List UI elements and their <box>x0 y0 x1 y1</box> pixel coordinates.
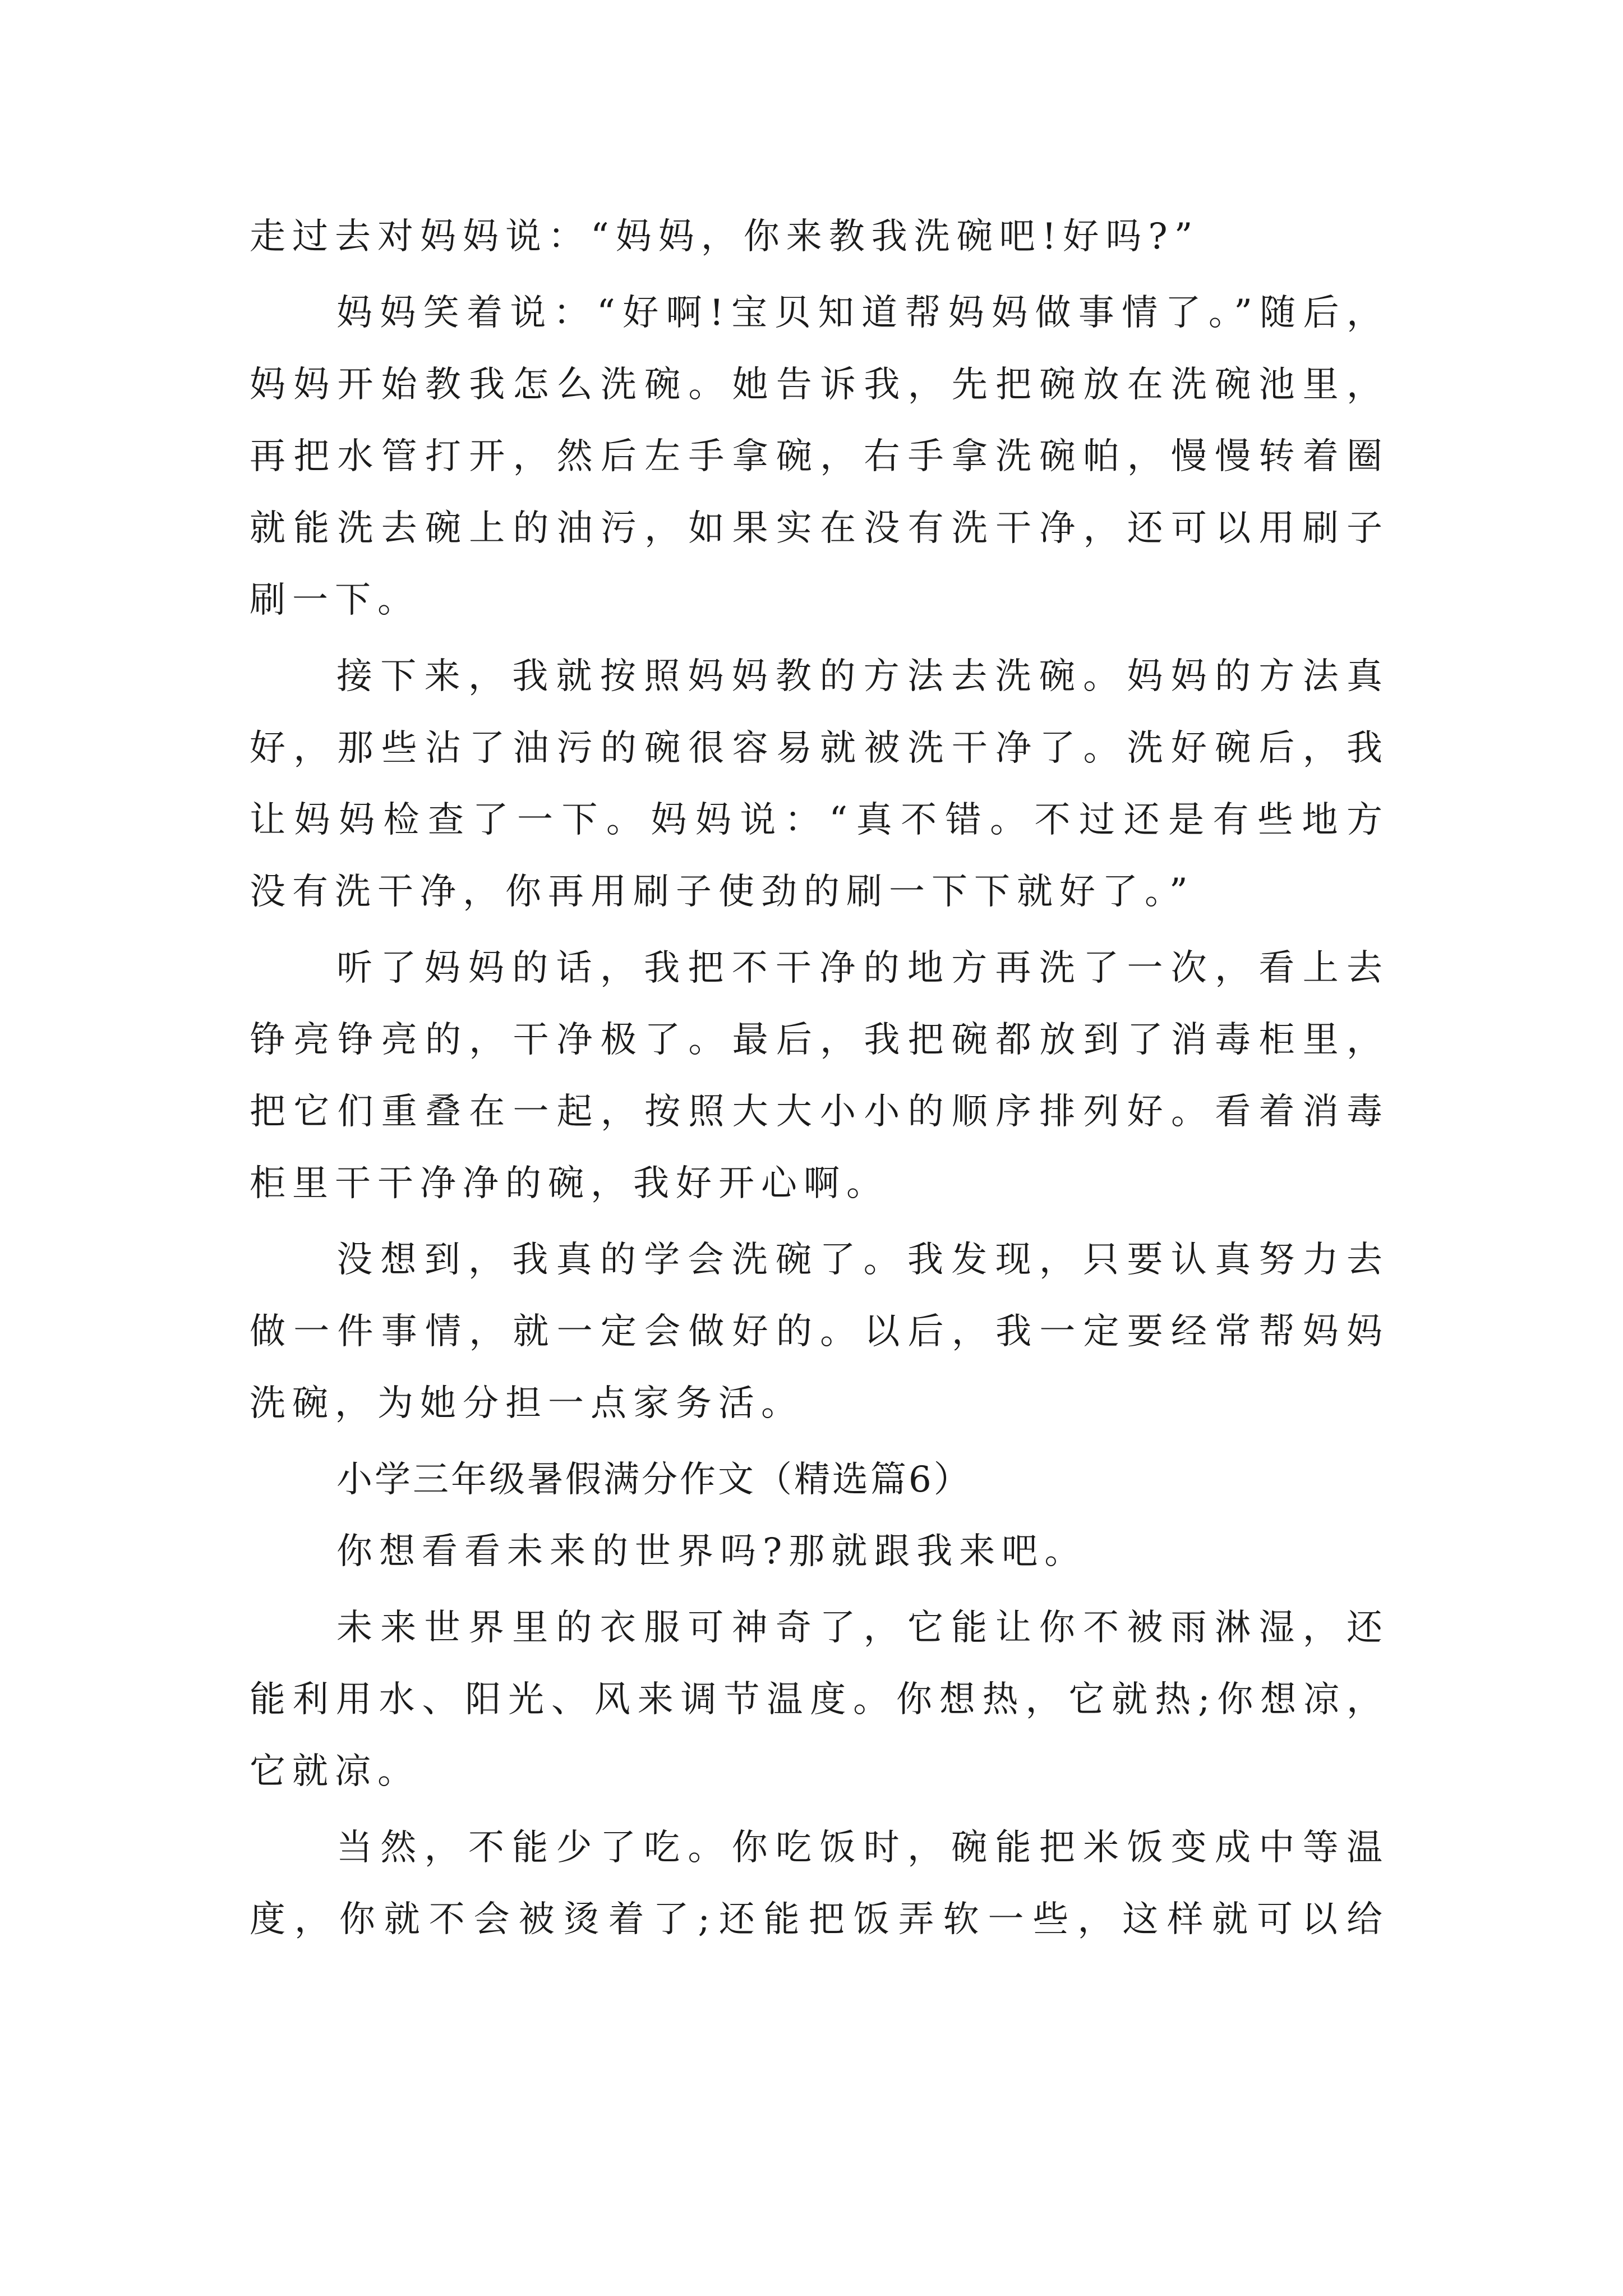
text-line: 接下来，我就按照妈妈教的方法去洗碗。妈妈的方法真 <box>336 656 1382 697</box>
text-line: 让妈妈检查了一下。妈妈说：“真不错。不过还是有些地方 <box>250 799 1382 841</box>
text-line: 当然，不能少了吃。你吃饭时，碗能把米饭变成中等温 <box>336 1827 1382 1869</box>
text-line: 把它们重叠在一起，按照大大小小的顺序排列好。看着消毒 <box>250 1091 1382 1133</box>
text-line: 洗碗，为她分担一点家务活。 <box>250 1383 804 1424</box>
text-line: 好，那些沾了油污的碗很容易就被洗干净了。洗好碗后，我 <box>250 728 1382 769</box>
text-line: 能利用水、阳光、风来调节温度。你想热，它就热;你想凉， <box>250 1679 1382 1720</box>
text-line: 听了妈妈的话，我把不干净的地方再洗了一次，看上去 <box>336 947 1382 989</box>
text-line: 它就凉。 <box>250 1751 420 1792</box>
text-line: 度，你就不会被烫着了;还能把饭弄软一些，这样就可以给 <box>250 1899 1382 1940</box>
text-line: 做一件事情，就一定会做好的。以后，我一定要经常帮妈妈 <box>250 1311 1382 1352</box>
text-line: 就能洗去碗上的油污，如果实在没有洗干净，还可以用刷子 <box>250 508 1382 549</box>
text-line: 没想到，我真的学会洗碗了。我发现，只要认真努力去 <box>336 1239 1382 1281</box>
text-line: 刷一下。 <box>250 579 420 621</box>
text-line: 走过去对妈妈说：“妈妈，你来教我洗碗吧!好吗?” <box>250 216 1200 257</box>
section-heading: 小学三年级暑假满分作文（精选篇6） <box>336 1459 972 1501</box>
text-line: 没有洗干净，你再用刷子使劲的刷一下下就好了。” <box>250 871 1195 913</box>
text-line: 铮亮铮亮的，干净极了。最后，我把碗都放到了消毒柜里， <box>250 1019 1382 1061</box>
text-line: 柜里干干净净的碗，我好开心啊。 <box>250 1163 889 1204</box>
text-line: 未来世界里的衣服可神奇了，它能让你不被雨淋湿，还 <box>336 1607 1382 1649</box>
text-line: 再把水管打开，然后左手拿碗，右手拿洗碗帕，慢慢转着圈 <box>250 436 1382 477</box>
text-line: 妈妈笑着说：“好啊!宝贝知道帮妈妈做事情了。”随后， <box>336 292 1382 334</box>
text-line: 妈妈开始教我怎么洗碗。她告诉我，先把碗放在洗碗池里， <box>250 364 1382 406</box>
text-line: 你想看看未来的世界吗?那就跟我来吧。 <box>336 1531 1087 1572</box>
